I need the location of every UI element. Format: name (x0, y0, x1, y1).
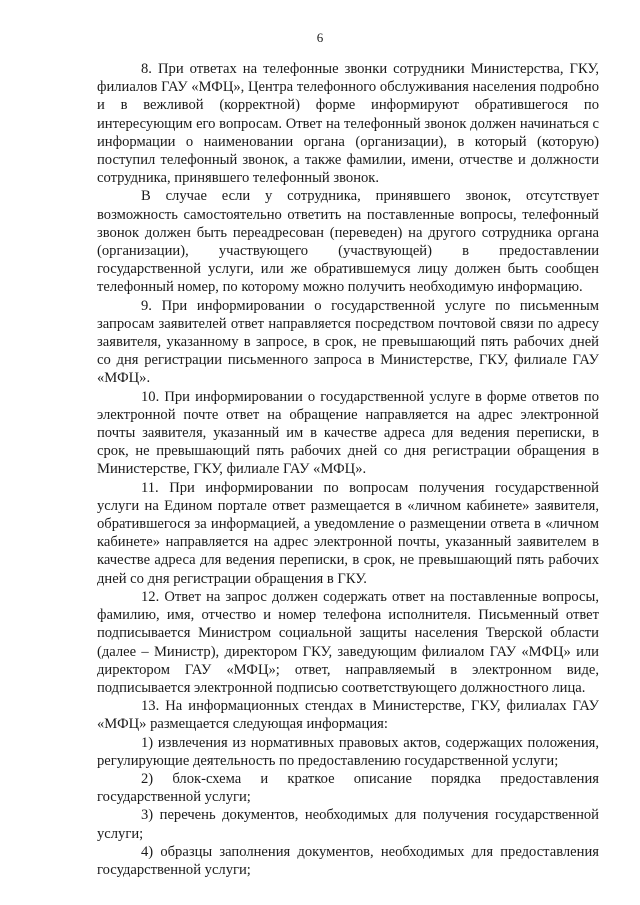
paragraph-13: 13. На информационных стендах в Министерстве, ГКУ, филиалах ГАУ «МФЦ» размещается следующая информация: (97, 698, 599, 733)
paragraph-9: 9. При информировании о государственной услуге по письменным запросам заявителей ответ направляется посредством почтовой связи по адресу заявителя, указанному в запросе, в срок, не превышающий пять рабочих дней со дня регистрации письменного запроса в Министерстве, ГКУ, филиале ГАУ «МФЦ». (97, 297, 599, 387)
paragraph-8: 8. При ответах на телефонные звонки сотрудники Министерства, ГКУ, филиалов ГАУ «МФЦ», Центра телефонного обслуживания населения подробно и в вежливой (корректной) форме информируют обратившегося по интересующим его вопросам. Ответ на телефонный звонок должен начинаться с информации о наименовании органа (организации), в который (которую) поступил телефонный звонок, а также фамилии, имени, отчестве и должности сотрудника, принявшего телефонный звонок. (97, 61, 599, 187)
document-body (97, 60, 599, 879)
paragraph-8-continued: В случае если у сотрудника, принявшего звонок, отсутствует возможность самостоятельно ответить на поставленные вопросы, телефонный звонок должен быть переадресован (переведен) на другого сотрудника органа (организации), участвующего (участвующей) в предоставлении государственной услуги, или же обратившемуся лицу должен быть сообщен телефонный номер, по которому можно получить необходимую информацию. (97, 188, 599, 296)
list-item-4: 4) образцы заполнения документов, необходимых для предоставления государственной услуги; (97, 843, 599, 878)
page-number: 6 (316, 30, 324, 45)
list-item-2: 2) блок-схема и краткое описание порядка предоставления государственной услуги; (97, 770, 599, 806)
list-item-3: 3) перечень документов, необходимых для получения государственной услуги; (97, 807, 599, 842)
paragraph-12: 12. Ответ на запрос должен содержать ответ на поставленные вопросы, фамилию, имя, отчество и номер телефона исполнителя. Письменный ответ подписывается Министром социальной защиты населения Тверской области (далее – Министр), директором ГКУ, заведующим филиалом ГАУ «МФЦ» или директором ГАУ «МФЦ»; ответ, направляемый в электронном виде, подписывается электронной подписью соответствующего должностного лица. (97, 588, 599, 696)
list-item-1: 1) извлечения из нормативных правовых актов, содержащих положения, регулирующие деятельность по предоставлению государственной услуги; (97, 734, 599, 769)
paragraph-11: 11. При информировании по вопросам получения государственной услуги на Едином портале ответ размещается в «личном кабинете» заявителя, обратившегося за информацией, а уведомление о размещении ответа в «личном кабинете» направляется на адрес электронной почты, указанный заявителем в качестве адреса для ведения переписки, в срок, не превышающий пять рабочих дней со дня регистрации обращения в ГКУ. (97, 479, 599, 587)
paragraph-10: 10. При информировании о государственной услуге в форме ответов по электронной почте ответ на обращение направляется на адрес электронной почты заявителя, указанный им в качестве адреса для ведения переписки, в срок, не превышающий пять рабочих дней со дня регистрации обращения в Министерстве, ГКУ, филиале ГАУ «МФЦ». (97, 388, 599, 478)
